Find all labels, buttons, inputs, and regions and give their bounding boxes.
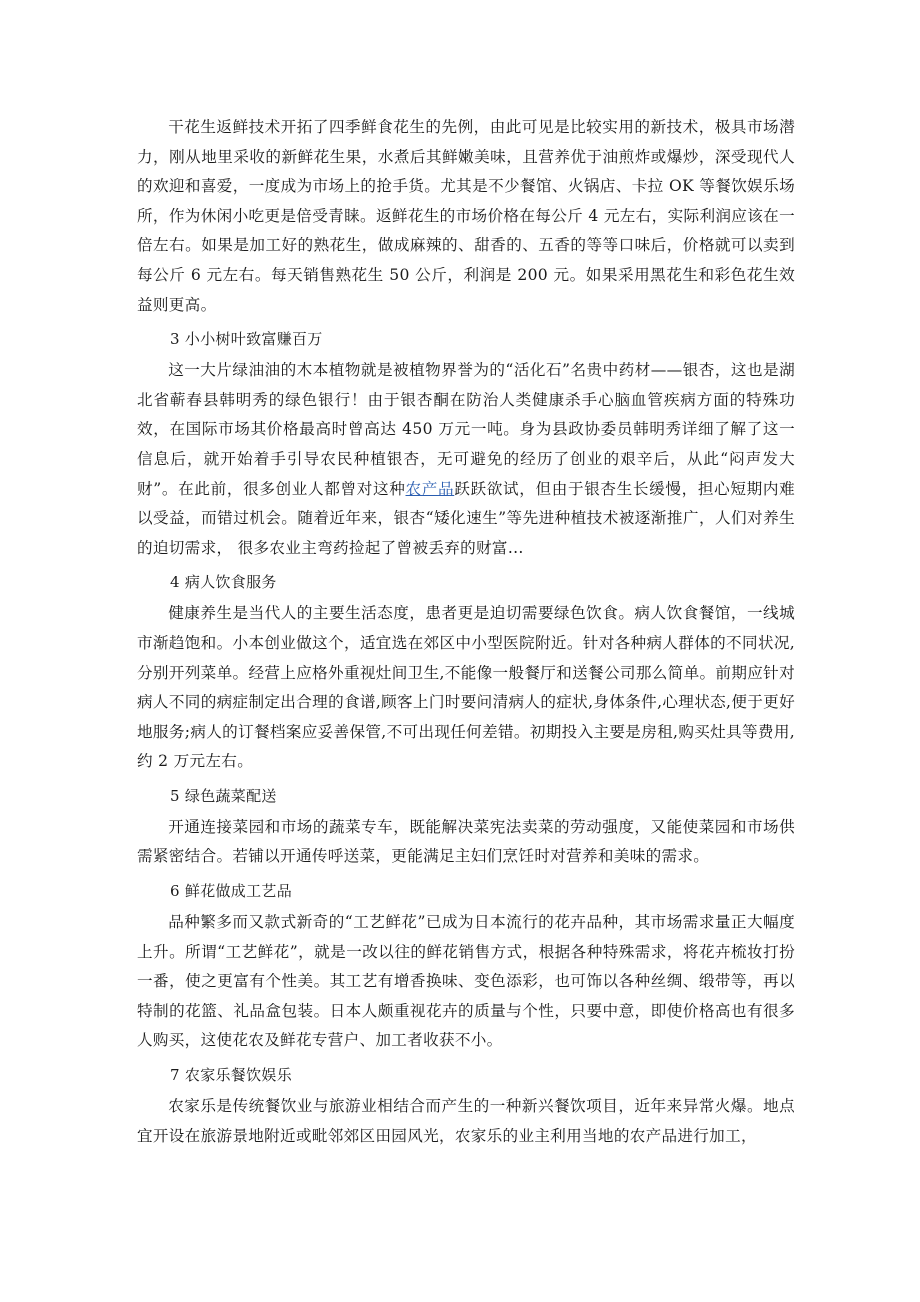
section-6-heading: 6 鲜花做成工艺品 xyxy=(170,882,293,901)
section-3-text-before-link: 这一大片绿油油的木本植物就是被植物界誉为的“活化石”名贵中药材——银杏，这也是湖北省蕲春县韩明秀的绿色银行！由于银杏酮在防治人类健康杀手心脑血管疾病方面的特殊功效，在国际市场其价格最高时曾高达 450 万元一吨。身为县政协委员韩明秀详细了解了这一信息后，就开始着手引导农民种植银杏，无可避免的经历了创业的艰辛后，从此“闷声发大财”。在此前，很多创业人都曾对这种 xyxy=(137,361,795,498)
section-4-paragraph: 健康养生是当代人的主要生活态度，患者更是迫切需要绿色饮食。病人饮食餐馆，一线城市渐趋饱和。小本创业做这个，适宜选在郊区中小型医院附近。针对各种病人群体的不同状况,分别开列菜单。经营上应格外重视灶间卫生,不能像一般餐厅和送餐公司那么简单。前期应针对病人不同的病症制定出合理的食谱,顾客上门时要问清病人的症状,身体条件,心理状态,便于更好地服务;病人的订餐档案应妥善保管,不可出现任何差错。初期投入主要是房租,购买灶具等费用,约 2 万元左右。 xyxy=(137,604,795,771)
section-5-heading: 5 绿色蔬菜配送 xyxy=(170,786,277,805)
section-3-text-after-link: 跃跃欲试，但由于银杏生长缓慢，担心短期内难以受益，而错过机会。随着近年来，银杏“矮化速生”等先进种植技术被逐渐推广，人们对养生的迫切需求， 很多农业主弯药捡起了曾被丢弃的财富... xyxy=(137,479,795,557)
section-5-paragraph: 开通连接菜园和市场的蔬菜专车，既能解决菜宪法卖菜的劳动强度，又能使菜园和市场供需紧密结合。若铺以开通传呼送菜，更能满足主妇们烹饪时对营养和美味的需求。 xyxy=(137,817,795,866)
section-4-heading: 4 病人饮食服务 xyxy=(170,573,277,592)
section-7-paragraph: 农家乐是传统餐饮业与旅游业相结合而产生的一种新兴餐饮项目，近年来异常火爆。地点宜开设在旅游景地附近或毗邻郊区田园风光，农家乐的业主利用当地的农产品进行加工， xyxy=(137,1097,795,1145)
section-6-paragraph: 品种繁多而又款式新奇的“工艺鲜花”已成为日本流行的花卉品种，其市场需求量正大幅度上升。所谓“工艺鲜花”，就是一改以往的鲜花销售方式，根据各种特殊需求，将花卉梳妆打扮一番，使之更富有个性美。其工艺有增香换味、变色添彩，也可饰以各种丝绸、缎带等，再以特制的花篮、礼品盒包装。日本人颇重视花卉的质量与个性，只要中意，即使价格高也有很多人购买，这使花农及鲜花专营户、加工者收获不小。 xyxy=(137,913,795,1050)
section-3-heading: 3 小小树叶致富赚百万 xyxy=(170,330,323,349)
agricultural-products-link[interactable]: 农产品 xyxy=(405,479,455,498)
section-2-paragraph: 干花生返鲜技术开拓了四季鲜食花生的先例，由此可见是比较实用的新技术，极具市场潜力，刚从地里采收的新鲜花生果，水煮后其鲜嫩美味，且营养优于油煎炸或爆炒，深受现代人的欢迎和喜爱，一度成为市场上的抢手货。尤其是不少餐馆、火锅店、卡拉 OK 等餐饮娱乐场所，作为休闲小吃更是倍受青睐。返鲜花生的市场价格在每公斤 4 元左右，实际利润应该在一倍左右。如果是加工好的熟花生，做成麻辣的、甜香的、五香的等等口味后，价格就可以卖到每公斤 6 元左右。每天销售熟花生 50 公斤，利润是 200 元。如果采用黑花生和彩色花生效益则更高。 xyxy=(137,118,795,314)
section-3-paragraph xyxy=(137,356,795,563)
document-page xyxy=(137,113,795,1151)
section-7-heading: 7 农家乐餐饮娱乐 xyxy=(170,1066,293,1085)
